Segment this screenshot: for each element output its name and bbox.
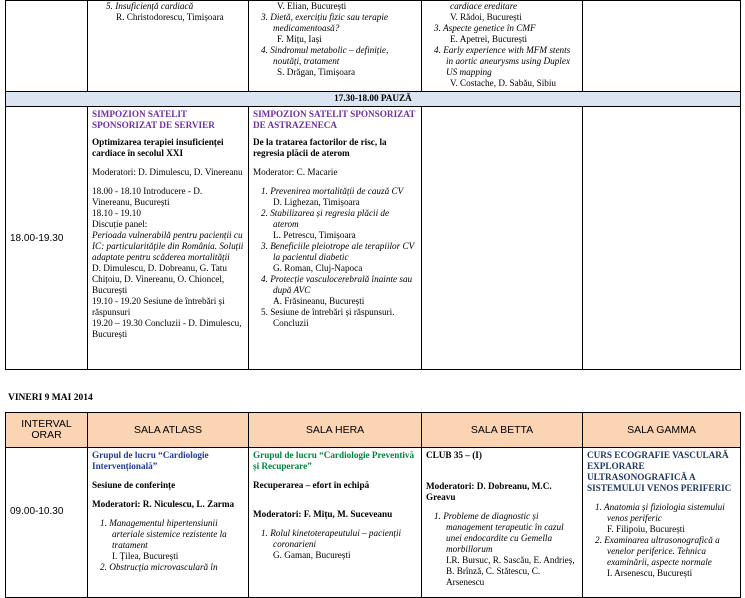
- table-row: [6, 1, 741, 92]
- session-cell: [583, 1, 741, 92]
- astrazeneca-moderator: Moderator: C. Macarie: [253, 167, 338, 177]
- astrazeneca-subtitle: De la tratarea factorilor de risc, la regresia plăcii de aterom: [253, 137, 387, 158]
- day-heading: VINERI 9 MAI 2014: [8, 393, 93, 403]
- header-row: [6, 413, 741, 448]
- servier-title: SIMPOZION SATELIT SPONSORIZAT DE SERVIER: [92, 109, 215, 130]
- gamma-session-cell: CURS ECOGRAFIE VASCULARĂ EXPLORARE ULTRASONOGRAFICĂ A SISTEMULUI VENOS PERIFERIC 1. Anatomia și fiziologia sistemului venos periferic F. Filipoiu, București 2. Examinarea ultrasonografică a venelor periferice. Tehnica examinării, aspecte normale I. Arsenescu, București: [583, 448, 741, 598]
- time-cell: 09.00-10.30: [6, 448, 88, 598]
- servier-moderators: Moderatori: D. Dimulescu, D. Vinereanu: [92, 167, 243, 177]
- time-cell: 18.00-19.30: [6, 107, 88, 370]
- atlass-title: Grupul de lucru “Cardiologie Intervențională”: [92, 450, 209, 471]
- betta-session-cell: CLUB 35 – (I) Moderatori: D. Dobreanu, M.C. Greavu 1. Probleme de diagnostic și management terapeutic în cazul unei endocardite cu Gemella morbillorum I.R. Bursuc, R. Sascău, E. Andrieș, B. Brînză, C. Stătescu, C. Arsenescu: [422, 448, 583, 598]
- hera-moderators: Moderatori: F. Mițu, M. Suceveanu: [253, 509, 393, 519]
- hera-session-cell: Grupul de lucru “Cardiologie Preventivă și Recuperare” Recuperarea – efort în echipă Moderatori: F. Mițu, M. Suceveanu 1. Rolul kinetoterapeutului – pacienții coronarieni G. Gaman, București: [249, 448, 422, 598]
- header-sala-hera: SALA HERA: [249, 413, 422, 448]
- session-cell: [583, 107, 741, 370]
- servier-subtitle: Optimizarea terapiei insuficienței cardiace în secolul XXI: [92, 137, 224, 158]
- table-row: [6, 448, 741, 598]
- pause-label: 17.30-18.00 PAUZĂ: [6, 92, 741, 107]
- servier-symposium-cell: SIMPOZION SATELIT SPONSORIZAT DE SERVIER Optimizarea terapiei insuficienței cardiace în secolul XXI Moderatori: D. Dimulescu, D. Vinereanu 18.00 - 18.10 Introducere - D. Vinereanu, București 18.10 - 19.10 Discuție panel: Perioada vulnerabilă pentru pacienții cu IC: particularitățile din România. Soluții adaptate pentru scăderea mortalității D. Dimulescu, D. Dobreanu, G. Tatu Chițoiu, D. Vinereanu, O. Chioncel, București 19.10 - 19.20 Sesiune de întrebări și răspunsuri 19.20 – 19.30 Concluzii - D. Dimulescu, București: [88, 107, 249, 370]
- table-row: [6, 107, 741, 370]
- astrazeneca-title: SIMPOZION SATELIT SPONSORIZAT DE ASTRAZENECA: [253, 109, 416, 130]
- betta-moderators: Moderatori: D. Dobreanu, M.C. Greavu: [426, 481, 552, 502]
- session-cell: [422, 107, 583, 370]
- pause-row: [6, 92, 741, 107]
- session-cell: cardiace ereditare V. Rădoi, București 3. Aspecte genetice în CMF E. Apetrei, București 4. Early experience with MFM stents in aortic aneurysms using Duplex US mapping V. Costache, D. Sabău, Sibiu: [422, 1, 583, 92]
- upper-program-table: [5, 0, 741, 370]
- astrazeneca-symposium-cell: SIMPOZION SATELIT SPONSORIZAT DE ASTRAZENECA De la tratarea factorilor de risc, la regresia plăcii de aterom Moderator: C. Macarie 1. Prevenirea mortalității de cauză CV D. Lighezan, Timișoara 2. Stabilizarea și regresia plăcii de aterom L. Petrescu, Timișoara 3. Beneficiile pleiotrope ale terapiilor CV la pacientul diabetic G. Roman, Cluj-Napoca 4. Protecție vasculocerebrală înainte sau după AVC A. Frăsineanu, București 5. Sesiune de întrebări și răspunsuri. Concluzii: [249, 107, 422, 370]
- betta-title: CLUB 35 – (I): [426, 450, 482, 460]
- hera-title: Grupul de lucru “Cardiologie Preventivă și Recuperare”: [253, 450, 415, 471]
- header-sala-atlass: SALA ATLASS: [88, 413, 249, 448]
- friday-program-table: [5, 412, 741, 598]
- session-cell: V. Elian, București 3. Dietă, exercițiu fizic sau terapie medicamentoasă? F. Mițu, Iași 4. Sindromul metabolic – definiție, noutăți, tratament S. Drăgan, Timișoara: [249, 1, 422, 92]
- session-cell: 5. Insuficiență cardiacă R. Christodorescu, Timișoara: [88, 1, 249, 92]
- header-sala-betta: SALA BETTA: [422, 413, 583, 448]
- time-cell: [6, 1, 88, 92]
- atlass-session-cell: Grupul de lucru “Cardiologie Intervențională” Sesiune de conferințe Moderatori: R. Niculescu, L. Zarma 1. Managementul hipertensiunii arteriale sistemice rezistente la tratament I. Țilea, București 2. Obstrucția microvasculară în: [88, 448, 249, 598]
- atlass-moderators: Moderatori: R. Niculescu, L. Zarma: [92, 499, 235, 509]
- gamma-title: CURS ECOGRAFIE VASCULARĂ EXPLORARE ULTRASONOGRAFICĂ A SISTEMULUI VENOS PERIFERIC: [587, 450, 732, 493]
- header-sala-gamma: SALA GAMMA: [583, 413, 741, 448]
- header-interval: INTERVAL ORAR: [6, 413, 88, 448]
